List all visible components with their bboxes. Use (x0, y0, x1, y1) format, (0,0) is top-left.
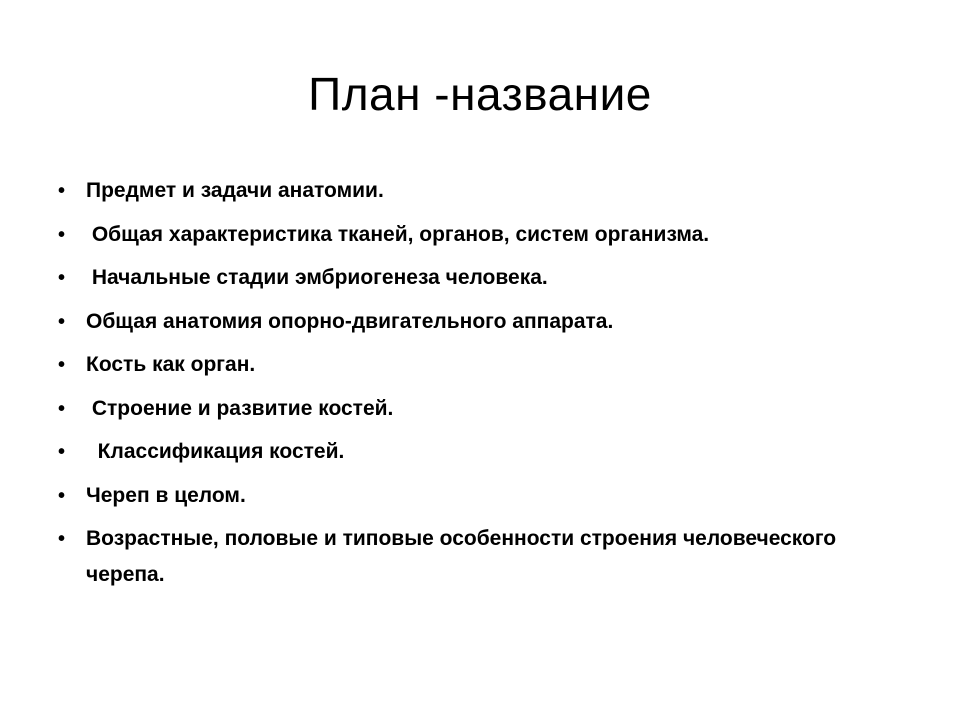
slide-title: План -название (308, 68, 652, 120)
bullet-text: Общая анатомия опорно-двигательного аппарата. (86, 309, 614, 333)
bullet-icon: • (58, 484, 66, 507)
bullet-item (58, 521, 878, 593)
bullet-item (58, 260, 878, 296)
bullet-item (58, 478, 878, 514)
bullet-icon: • (58, 441, 66, 463)
bullet-text: Кость как орган. (86, 353, 256, 376)
bullet-text: Возрастные, половые и типовые особенности строения человеческого черепа. (86, 527, 842, 586)
bullet-text: Предмет и задачи анатомии. (86, 179, 384, 202)
bullet-icon: • (58, 223, 66, 246)
bullet-item (58, 217, 878, 253)
bullet-item (58, 173, 878, 209)
bullet-icon: • (58, 528, 66, 550)
bullet-icon: • (58, 310, 66, 333)
bullet-icon: • (58, 354, 66, 376)
bullet-text: Классификация костей. (86, 440, 345, 463)
bullet-text: Строение и развитие костей. (86, 396, 394, 420)
bullet-icon: • (58, 267, 66, 289)
bullet-text: Начальные стадии эмбриогенеза человека. (86, 266, 548, 289)
bullet-item (58, 391, 878, 427)
bullet-text: Общая характеристика тканей, органов, систем организма. (86, 222, 710, 246)
bullet-icon: • (58, 397, 66, 420)
bullet-item (58, 434, 878, 470)
bullet-item (58, 347, 878, 383)
bullet-icon: • (58, 180, 66, 202)
bullet-list (58, 173, 878, 601)
bullet-item (58, 304, 878, 340)
bullet-text: Череп в целом. (86, 483, 246, 507)
